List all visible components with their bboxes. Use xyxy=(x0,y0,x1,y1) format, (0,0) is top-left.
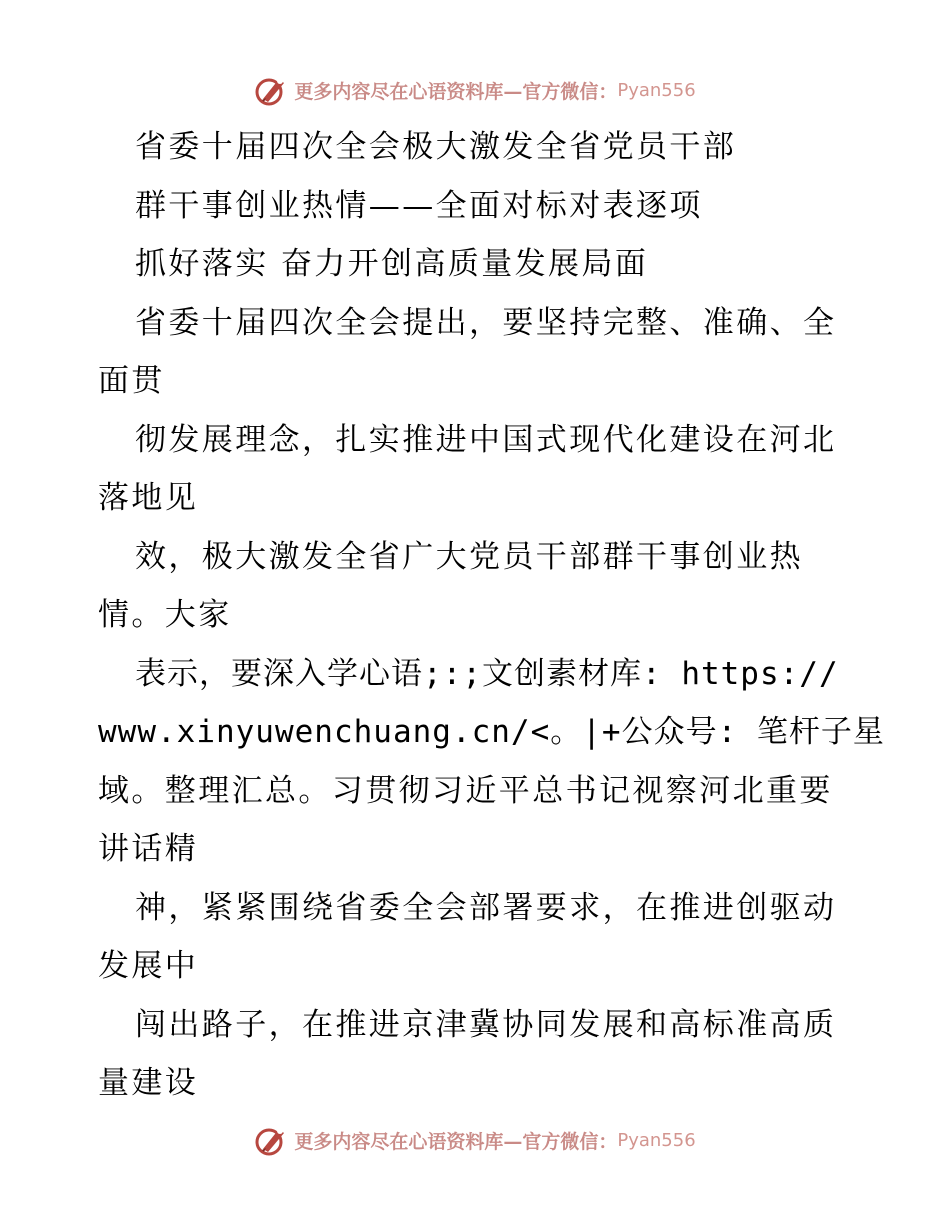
banner-wechat-id: Pyan556 xyxy=(617,79,696,101)
paragraph-line: www.xinyuwenchuang.cn/<。|+公众号: 笔杆子星 xyxy=(98,714,885,750)
heading-line-3: 抓好落实 奋力开创高质量发展局面 xyxy=(135,246,649,282)
paragraph-line: 量建设 xyxy=(98,1065,199,1101)
paragraph-line: 神，紧紧围绕省委全会部署要求，在推进创驱动 xyxy=(135,889,837,926)
paragraph-line: 情。大家 xyxy=(98,597,232,633)
banner-slogan: 更多内容尽在心语资料库—官方微信： xyxy=(294,1130,618,1153)
paragraph-line: 彻发展理念，扎实推进中国式现代化建设在河北 xyxy=(135,421,837,458)
document-body xyxy=(98,118,885,1113)
pen-nib-logo-icon xyxy=(254,73,288,107)
paragraph-line: 省委十届四次全会提出，要坚持完整、准确、全 xyxy=(135,304,837,341)
footer-watermark xyxy=(0,1120,950,1160)
heading-line-2: 群干事创业热情——全面对标对表逐项 xyxy=(135,187,703,224)
banner-wechat-id: Pyan556 xyxy=(617,1129,696,1151)
paragraph-line: 表示，要深入学心语;:;文创素材库: https:// xyxy=(135,655,839,692)
paragraph-line: 域。整理汇总。习贯彻习近平总书记视察河北重要 xyxy=(98,772,833,809)
header-watermark xyxy=(0,70,950,110)
paragraph-line: 发展中 xyxy=(98,948,199,984)
banner-slogan: 更多内容尽在心语资料库—官方微信： xyxy=(294,80,618,103)
paragraph-line: 面贯 xyxy=(98,363,165,399)
paragraph-line: 闯出路子，在推进京津冀协同发展和高标准高质 xyxy=(135,1006,837,1043)
paragraph-line: 讲话精 xyxy=(98,831,199,867)
pen-nib-logo-icon xyxy=(254,1123,288,1157)
paragraph-line: 落地见 xyxy=(98,480,199,516)
paragraph-line: 效，极大激发全省广大党员干部群干事创业热 xyxy=(135,538,803,575)
heading-line-1: 省委十届四次全会极大激发全省党员干部 xyxy=(135,129,737,165)
